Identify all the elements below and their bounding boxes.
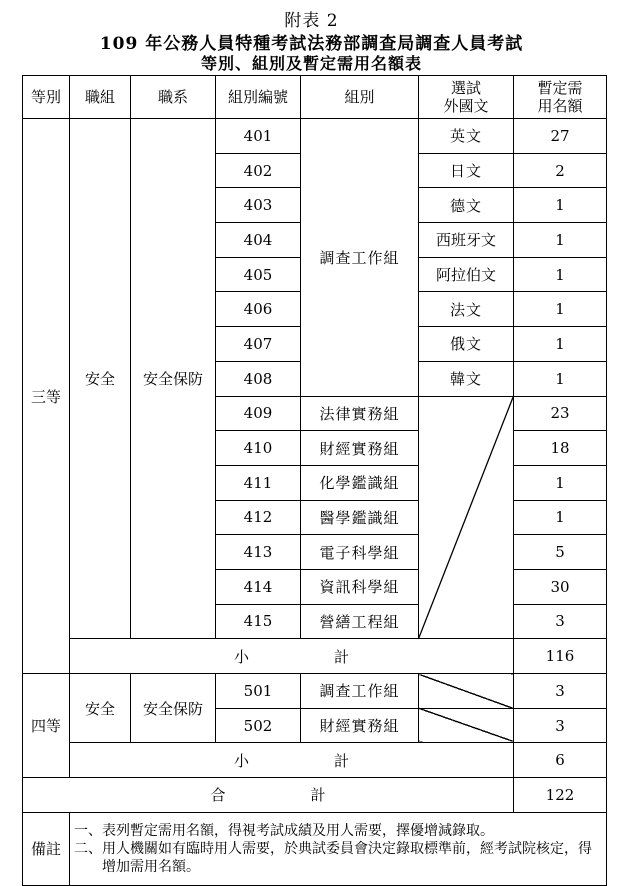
total-row [23,778,607,813]
document-title: 109 年公務人員特種考試法務部調查局調查人員考試 [99,34,524,54]
language-cell: 英文 [419,119,514,154]
code-cell: 413 [216,535,301,570]
notes-label: 備註 [23,812,70,885]
no-language-cell [419,396,514,639]
code-cell: 409 [216,396,301,431]
quota-cell: 2 [514,153,607,188]
col-job-series: 職系 [131,76,216,119]
code-cell: 501 [216,674,301,709]
quota-cell: 1 [514,465,607,500]
notes-content [70,812,607,885]
header-row [23,76,607,119]
subtotal-label-total: 計 [333,751,349,770]
quota-cell: 1 [514,327,607,362]
no-language-cell [419,674,514,709]
subtotal-label-small: 小 [233,751,249,770]
quota-cell: 27 [514,119,607,154]
col-job-group: 職組 [70,76,131,119]
code-cell: 404 [216,223,301,258]
code-cell: 410 [216,431,301,466]
code-cell: 405 [216,257,301,292]
grade3-series-cell: 安全保防 [131,119,216,639]
col-quota: 暫定需 用名額 [514,76,607,119]
grade3-subtotal-value: 116 [514,639,607,674]
subtotal-label-total: 計 [333,647,349,666]
total-label-sum: 合 [210,786,226,805]
category-cell: 化學鑑識組 [301,465,419,500]
code-cell: 407 [216,327,301,362]
grade3-cell: 三等 [23,119,70,674]
language-cell: 阿拉伯文 [419,257,514,292]
grade3-subtotal-label [70,639,514,674]
category-cell: 營繕工程組 [301,604,419,639]
quota-cell: 3 [514,604,607,639]
note-item: 一、表列暫定需用名額，得視考試成績及用人需要，擇優增減錄取。 [74,822,494,839]
subtotal-row [23,639,607,674]
category-cell: 財經實務組 [301,431,419,466]
col-language: 選試 外國文 [419,76,514,119]
language-cell: 德文 [419,188,514,223]
total-label-total: 計 [310,786,326,805]
grade3-group-cell: 安全 [70,119,131,639]
quota-cell: 3 [514,708,607,743]
code-cell: 411 [216,465,301,500]
attachment-label: 附表 2 [284,11,339,31]
language-cell: 法文 [419,292,514,327]
language-cell: 俄文 [419,327,514,362]
subtotal-label-small: 小 [233,647,249,666]
grade4-series-cell: 安全保防 [131,674,216,743]
grade4-cell: 四等 [23,674,70,778]
quota-cell: 5 [514,535,607,570]
code-cell: 414 [216,569,301,604]
notes-row [23,812,607,885]
code-cell: 403 [216,188,301,223]
quota-cell: 3 [514,674,607,709]
grade4-subtotal-value: 6 [514,743,607,778]
col-category: 組別 [301,76,419,119]
subtotal-row [23,743,607,778]
quota-table [22,75,607,886]
grade4-group-cell: 安全 [70,674,131,743]
code-cell: 412 [216,500,301,535]
language-cell: 韓文 [419,361,514,396]
code-cell: 408 [216,361,301,396]
language-cell: 西班牙文 [419,223,514,258]
code-cell: 401 [216,119,301,154]
quota-cell: 18 [514,431,607,466]
code-cell: 415 [216,604,301,639]
category-cell: 資訊科學組 [301,569,419,604]
total-value: 122 [514,778,607,813]
code-cell: 502 [216,708,301,743]
quota-cell: 1 [514,257,607,292]
investigation-group-cell: 調查工作組 [301,119,419,397]
category-cell: 醫學鑑識組 [301,500,419,535]
code-cell: 402 [216,153,301,188]
table-row [23,674,607,709]
document-subtitle: 等別、組別及暫定需用名額表 [200,54,422,73]
quota-cell: 1 [514,361,607,396]
note-item: 二、用人機關如有臨時用人需要，於典試委員會決定錄取標準前，經考試院核定，得增加需用名額。 [74,840,592,875]
total-label [23,778,514,813]
category-cell: 調查工作組 [301,674,419,709]
category-cell: 法律實務組 [301,396,419,431]
col-code: 組別編號 [216,76,301,119]
grade4-subtotal-label [70,743,514,778]
table-row [23,119,607,154]
category-cell: 電子科學組 [301,535,419,570]
quota-cell: 23 [514,396,607,431]
col-grade: 等別 [23,76,70,119]
category-cell: 財經實務組 [301,708,419,743]
code-cell: 406 [216,292,301,327]
no-language-cell [419,708,514,743]
language-cell: 日文 [419,153,514,188]
quota-cell: 1 [514,292,607,327]
quota-cell: 1 [514,223,607,258]
quota-cell: 1 [514,188,607,223]
quota-cell: 30 [514,569,607,604]
quota-cell: 1 [514,500,607,535]
